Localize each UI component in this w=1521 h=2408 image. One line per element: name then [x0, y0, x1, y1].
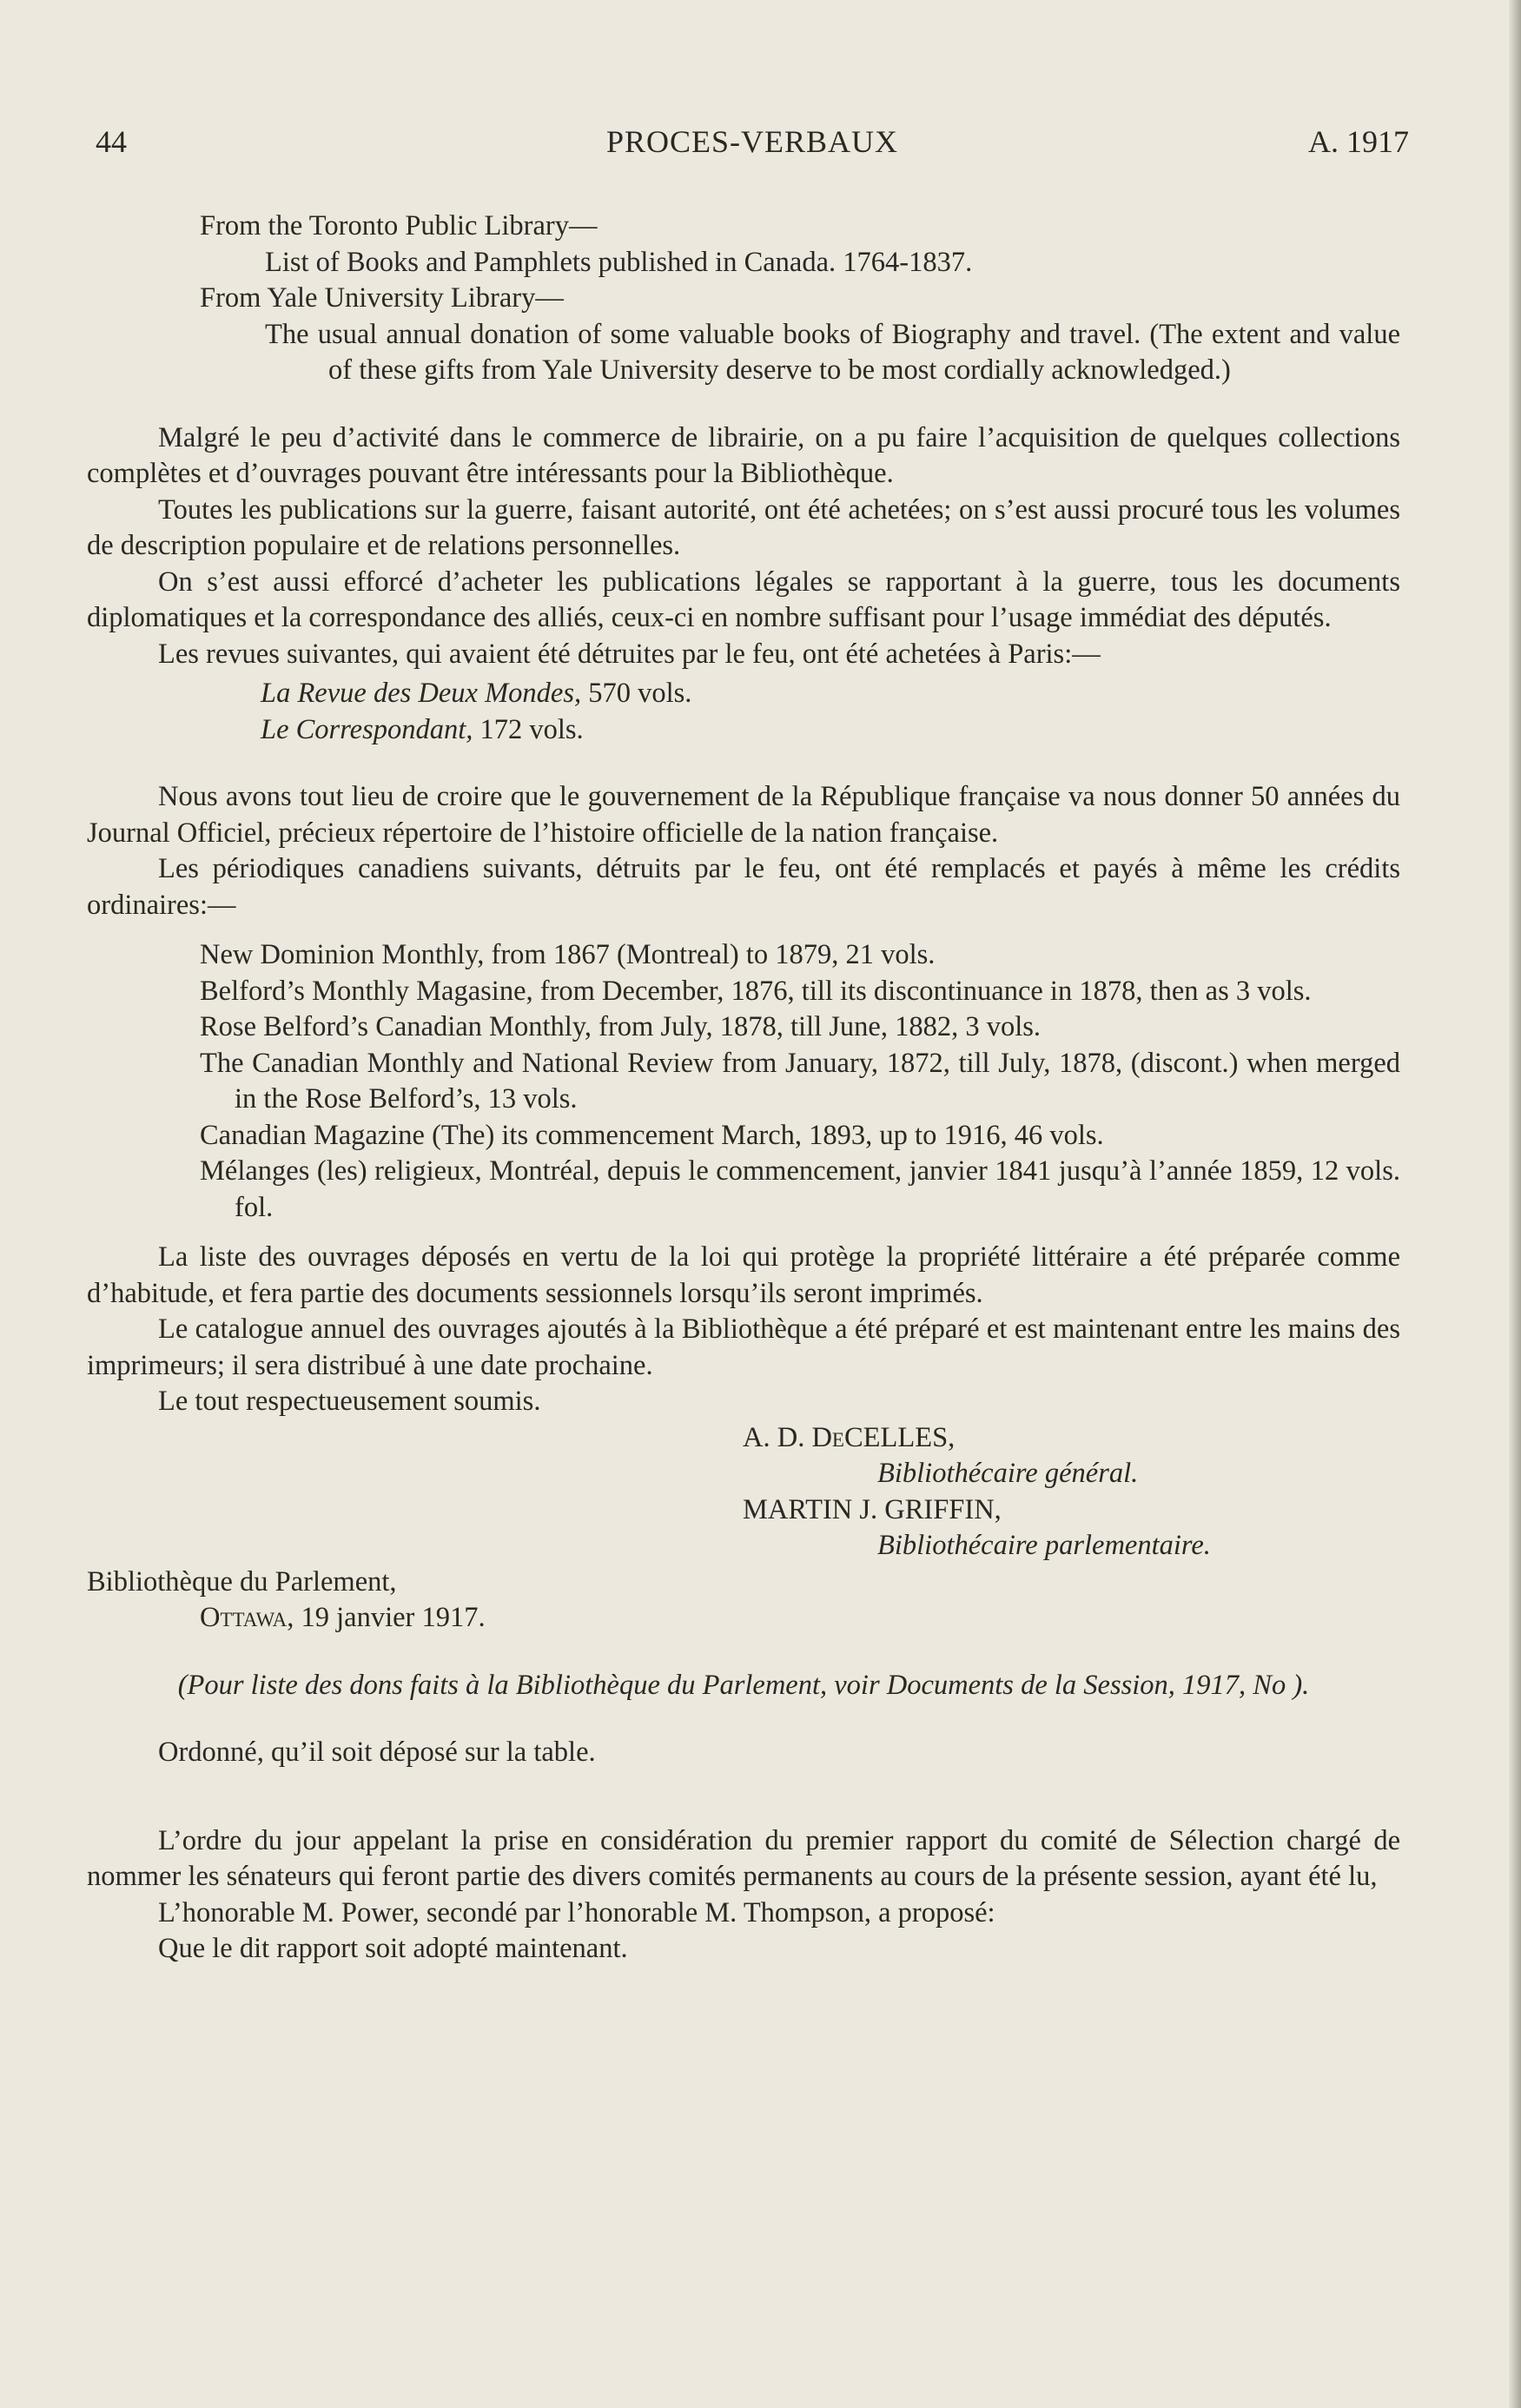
signatory-title: Bibliothécaire général.: [877, 1458, 1139, 1489]
periodical-item: Mélanges (les) religieux, Montréal, depuis le commencement, janvier 1841 jusqu’à l’année 1859, 12 vols. fol.: [200, 1155, 1400, 1223]
review-title: Le Correspondant,: [261, 713, 473, 745]
note: (Pour liste des dons faits à la Bibliothèque du Parlement, voir Documents de la Session, 1917, No ).: [177, 1669, 1310, 1701]
donor-line: From the Toronto Public Library—: [200, 210, 598, 241]
paragraph: La liste des ouvrages déposés en vertu de la loi qui protège la propriété littéraire a été préparée comme d’habitude, et fera partie des documents sessionnels lorsqu’ils seront imprimés.: [87, 1241, 1400, 1309]
paragraph: L’ordre du jour appelant la prise en considération du premier rapport du comité de Sélection chargé de nommer les sénateurs qui feront partie des divers comités permanents au cours de la présente session, ayant été lu,: [87, 1824, 1400, 1892]
page-body: [87, 208, 1400, 1968]
donor-line: From Yale University Library—: [200, 282, 564, 314]
donation-item: The usual annual donation of some valuable books of Biography and travel. (The extent and value of these gifts from Yale University deserve to be most cordially acknowledged.): [265, 318, 1400, 386]
signatory-name: A. D. DeCELLES,: [743, 1421, 956, 1453]
paragraph: Les revues suivantes, qui avaient été détruites par le feu, ont été achetées à Paris:—: [158, 638, 1101, 670]
paragraph: Le catalogue annuel des ouvrages ajoutés à la Bibliothèque a été préparé et est maintenant entre les mains des imprimeurs; il sera distribué à une date prochaine.: [87, 1313, 1400, 1381]
periodical-item: Canadian Magazine (The) its commencement March, 1893, up to 1916, 46 vols.: [200, 1119, 1104, 1151]
running-title: PROCES-VERBAUX: [605, 124, 899, 159]
periodical-item: Belford’s Monthly Magasine, from December, 1876, till its discontinuance in 1878, then as 3 vols.: [200, 975, 1312, 1007]
paragraph: L’honorable M. Power, secondé par l’honorable M. Thompson, a proposé:: [158, 1896, 995, 1928]
paragraph: Malgré le peu d’activité dans le commerce de librairie, on a pu faire l’acquisition de quelques collections complètes et d’ouvrages pouvant être intéressants pour la Bibliothèque.: [87, 421, 1400, 489]
page-number: 44: [96, 124, 127, 159]
paragraph: Toutes les publications sur la guerre, faisant autorité, ont été achetées; on s’est aussi procuré tous les volumes de description populaire et de relations personnelles.: [87, 493, 1400, 561]
review-volumes: 570 vols.: [581, 678, 692, 709]
date-line: Ottawa, 19 janvier 1917.: [200, 1602, 486, 1633]
periodical-item: New Dominion Monthly, from 1867 (Montreal) to 1879, 21 vols.: [200, 939, 936, 970]
paragraph: Que le dit rapport soit adopté maintenant.: [158, 1933, 628, 1964]
order-line: Ordonné, qu’il soit déposé sur la table.: [158, 1737, 596, 1768]
paragraph: Nous avons tout lieu de croire que le gouvernement de la République française va nous donner 50 années du Journal Officiel, précieux répertoire de l’histoire officielle de la nation française.: [87, 781, 1400, 849]
donation-item: List of Books and Pamphlets published in Canada. 1764-1837.: [265, 246, 973, 278]
place-line: Bibliothèque du Parlement,: [87, 1565, 397, 1598]
page-edge-shadow: [1509, 0, 1521, 2408]
signatory-name: MARTIN J. GRIFFIN,: [743, 1493, 1002, 1525]
review-item: [87, 676, 1400, 712]
session-year: A. 1917: [1308, 124, 1409, 159]
signatory-title: Bibliothécaire parlementaire.: [877, 1530, 1211, 1561]
review-volumes: 172 vols.: [473, 713, 584, 745]
review-item: [87, 712, 1400, 749]
periodical-item: Rose Belford’s Canadian Monthly, from July, 1878, till June, 1882, 3 vols.: [200, 1011, 1042, 1042]
closing-line: Le tout respectueusement soumis.: [158, 1386, 541, 1417]
paragraph: On s’est aussi efforcé d’acheter les publications légales se rapportant à la guerre, tous les documents diplomatiques et la correspondance des alliés, ceux-ci en nombre suffisant pour l’usage immédiat des députés.: [87, 566, 1400, 633]
running-header: [96, 123, 1409, 167]
periodical-item: The Canadian Monthly and National Review from January, 1872, till July, 1878, (discont.) when merged in the Rose Belford’s, 13 vols.: [200, 1047, 1400, 1115]
paragraph: Les périodiques canadiens suivants, détruits par le feu, ont été remplacés et payés à même les crédits ordinaires:—: [87, 853, 1400, 921]
review-title: La Revue des Deux Mondes,: [261, 678, 582, 709]
